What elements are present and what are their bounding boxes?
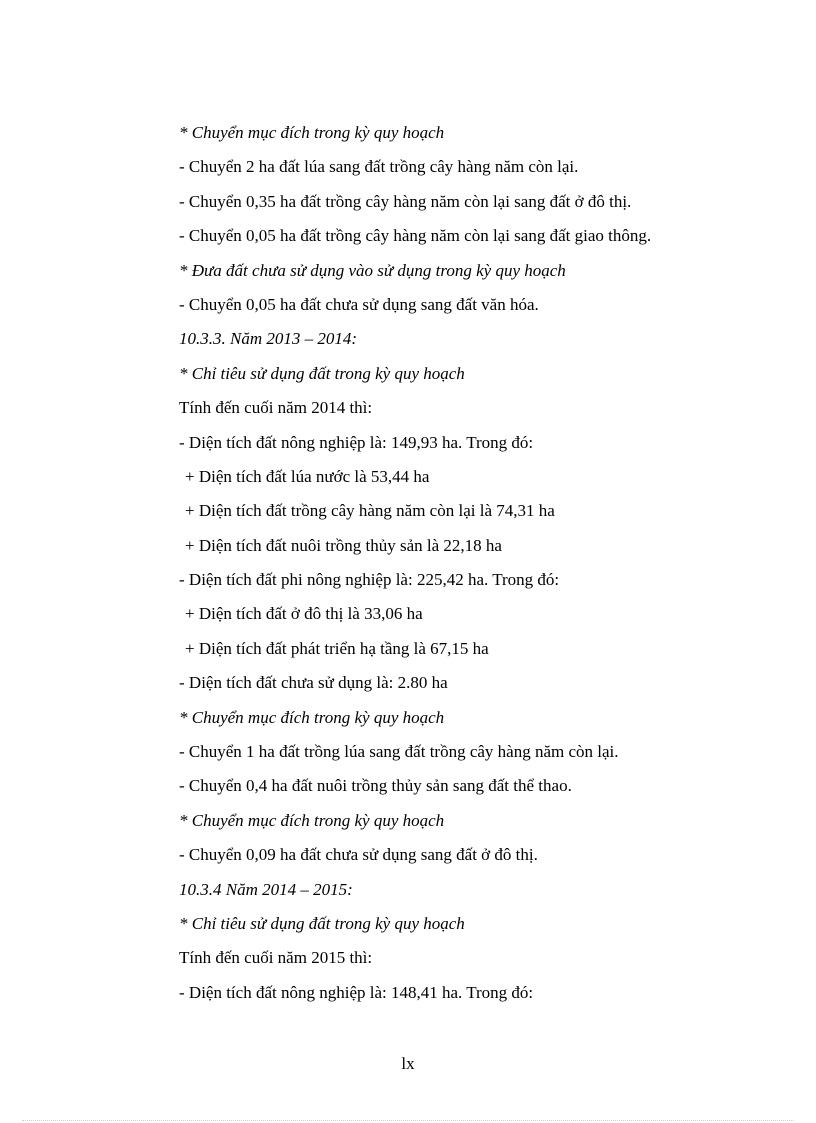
page-bottom-divider <box>22 1120 794 1121</box>
section-heading: 10.3.4 Năm 2014 – 2015: <box>179 879 353 899</box>
sub-list-item: + Diện tích đất ở đô thị là 33,06 ha <box>185 604 423 624</box>
text-line: - Chuyển 1 ha đất trồng lúa sang đất trồng cây hàng năm còn lại. <box>179 742 619 762</box>
text-line: - Chuyển 0,35 ha đất trồng cây hàng năm còn lại sang đất ở đô thị. <box>179 191 632 211</box>
text-line: - Diện tích đất chưa sử dụng là: 2.80 ha <box>179 673 448 693</box>
section-heading: * Chuyển mục đích trong kỳ quy hoạch <box>179 810 445 830</box>
section-heading: 10.3.3. Năm 2013 – 2014: <box>179 329 358 349</box>
text-line: - Diện tích đất nông nghiệp là: 148,41 ha. Trong đó: <box>179 982 534 1002</box>
section-heading: * Chuyển mục đích trong kỳ quy hoạch <box>179 707 445 727</box>
section-heading: * Chỉ tiêu sử dụng đất trong kỳ quy hoạch <box>179 363 465 383</box>
sub-list-item: + Diện tích đất trồng cây hàng năm còn lại là 74,31 ha <box>185 501 555 521</box>
sub-list-item: + Diện tích đất phát triển hạ tầng là 67,15 ha <box>185 638 489 658</box>
section-heading: * Chỉ tiêu sử dụng đất trong kỳ quy hoạch <box>179 913 465 933</box>
text-line: - Chuyển 2 ha đất lúa sang đất trồng cây hàng năm còn lại. <box>179 157 579 177</box>
text-line: - Chuyển 0,05 ha đất trồng cây hàng năm còn lại sang đất giao thông. <box>179 226 652 246</box>
document-body <box>179 118 779 1012</box>
section-heading: * Đưa đất chưa sử dụng vào sử dụng trong kỳ quy hoạch <box>179 260 566 280</box>
text-line: - Chuyển 0,05 ha đất chưa sử dụng sang đất văn hóa. <box>179 294 539 314</box>
text-line: Tính đến cuối năm 2015 thì: <box>179 948 373 968</box>
text-line: Tính đến cuối năm 2014 thì: <box>179 398 373 418</box>
sub-list-item: + Diện tích đất lúa nước là 53,44 ha <box>185 466 430 486</box>
text-line: - Diện tích đất phi nông nghiệp là: 225,42 ha. Trong đó: <box>179 570 560 590</box>
text-line: - Chuyển 0,09 ha đất chưa sử dụng sang đất ở đô thị. <box>179 845 538 865</box>
text-line: - Chuyển 0,4 ha đất nuôi trồng thủy sản sang đất thể thao. <box>179 776 572 796</box>
section-heading: * Chuyển mục đích trong kỳ quy hoạch <box>179 123 445 142</box>
sub-list-item: + Diện tích đất nuôi trồng thủy sản là 22,18 ha <box>185 535 502 555</box>
page-number: lx <box>401 1054 415 1073</box>
text-line: - Diện tích đất nông nghiệp là: 149,93 ha. Trong đó: <box>179 432 534 452</box>
